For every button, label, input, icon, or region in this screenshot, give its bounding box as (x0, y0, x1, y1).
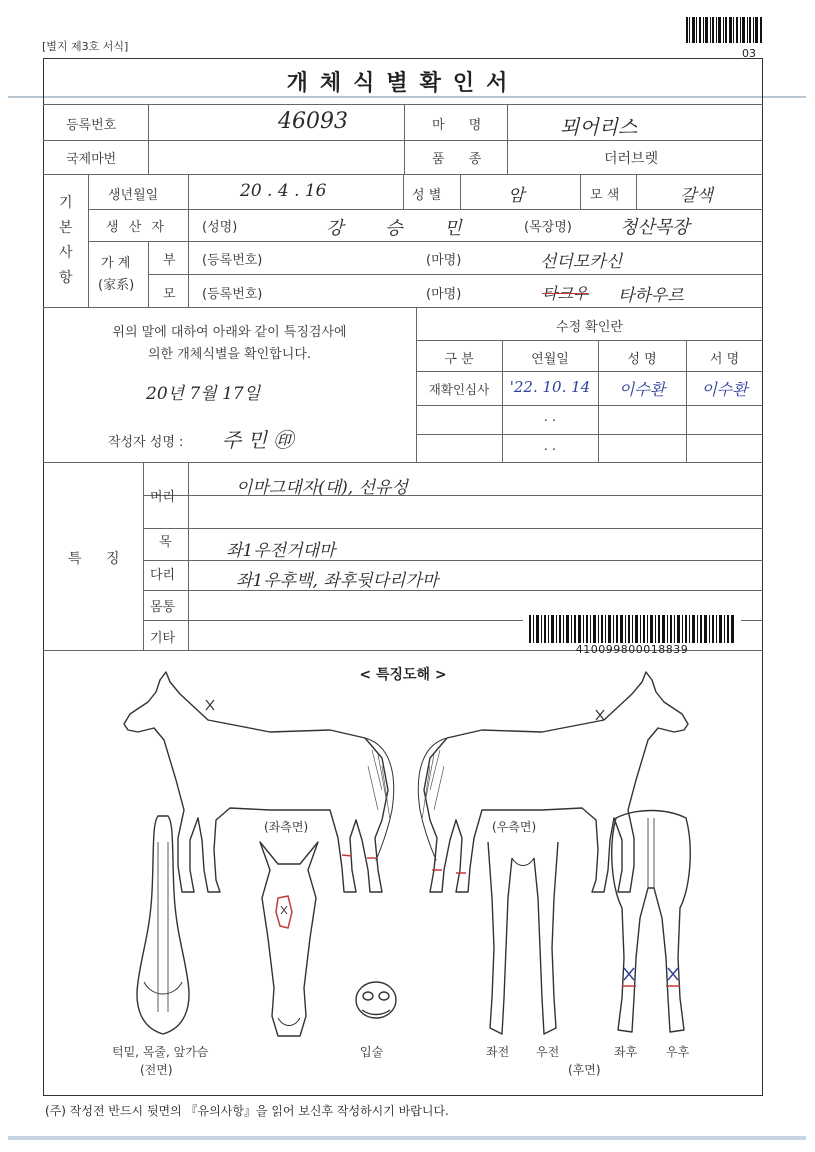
rear-caption: (후면) (568, 1063, 601, 1077)
producer-label: 생 산 자 (106, 220, 167, 235)
head-front-drawing (248, 838, 330, 1042)
dam-name-value: 타하우르 (618, 286, 684, 306)
color-label: 모 색 (590, 188, 620, 203)
rear-view-drawing (606, 808, 696, 1038)
page-number: 03 (742, 47, 756, 60)
amend-header-name: 성 명 (627, 352, 657, 367)
feature-label-legs: 다리 (150, 568, 176, 583)
breed-label: 품 종 (432, 152, 492, 167)
form-code: [별지 제3호 서식] (42, 40, 129, 53)
footer-note: (주) 작성전 반드시 뒷면의 『유의사항』을 읽어 보신후 작성하시기 바랍니다. (45, 1104, 449, 1118)
dam-name-struck: 타크우 (542, 284, 589, 303)
right-side-caption: (우측면) (492, 820, 537, 834)
front-caption-1: 턱밑, 목줄, 앞가슴 (112, 1045, 209, 1059)
sire-name-label: (마명) (426, 253, 462, 268)
color-value: 갈색 (680, 186, 713, 206)
sire-reg-label: (등록번호) (202, 253, 263, 268)
sex-label: 성 별 (412, 188, 442, 203)
feature-label-head: 머리 (150, 490, 176, 505)
amend-row1-date: '22. 10. 14 (509, 378, 591, 396)
producer-name-label: (성명) (202, 220, 238, 235)
dam-name-label: (마명) (426, 287, 462, 302)
front-right-caption: 우전 (536, 1045, 560, 1059)
feature-value-head: 이마그대자(대), 선유성 (236, 478, 408, 498)
feature-barcode (523, 611, 741, 645)
sire-label: 부 (163, 253, 176, 268)
statement-line2: 의한 개체식별을 확인합니다. (147, 347, 312, 362)
scan-line-bottom (8, 1136, 806, 1140)
amend-row3-date: . . (543, 439, 557, 454)
document-title: 개체식별확인서 (286, 70, 520, 96)
feature-label-other: 기타 (150, 631, 176, 646)
features-section-label: 특 징 (68, 551, 130, 567)
birth-value: 20 . 4 . 16 (240, 181, 327, 201)
producer-name-value: 강 승 민 (326, 218, 480, 239)
writer-label: 작성자 성명 : (108, 435, 184, 450)
amend-header-type: 구 분 (444, 352, 474, 367)
reg-no-label: 등록번호 (66, 118, 117, 133)
feature-label-body: 몸통 (150, 600, 176, 615)
pedigree-label: 가 계 (101, 256, 131, 271)
reg-no-value: 46093 (278, 109, 348, 134)
amend-header-date: 연월일 (531, 352, 569, 367)
amendments-title: 수정 확인란 (556, 320, 623, 335)
lip-caption: 입술 (360, 1045, 384, 1059)
farm-label: (목장명) (524, 220, 572, 235)
front-legs-drawing (482, 838, 564, 1042)
dam-label: 모 (163, 287, 176, 302)
feature-barcode-number: 410099800018839 (575, 643, 689, 656)
horse-name-label: 마 명 (432, 118, 492, 133)
horse-name-value: 뫼어리스 (560, 115, 638, 139)
intl-no-label: 국제마번 (66, 152, 117, 167)
amend-header-sign: 서 명 (709, 352, 740, 367)
rear-left-caption: 좌후 (614, 1045, 638, 1059)
feature-value-legs: 좌1우전거대마 (226, 541, 336, 561)
amend-row2-date: . . (543, 410, 557, 425)
statement-line1: 위의 말에 대하여 아래와 같이 특징검사에 (112, 325, 347, 340)
front-neck-drawing (128, 812, 198, 1038)
birth-label: 생년월일 (108, 188, 159, 203)
dam-reg-label: (등록번호) (202, 287, 263, 302)
front-left-caption: 좌전 (486, 1045, 510, 1059)
writer-value: 주 민 ㊞ (222, 428, 294, 452)
sex-value: 암 (508, 186, 525, 206)
feature-label-neck: 목 (159, 535, 172, 550)
diagram-title: < 특징도해 > (359, 667, 447, 683)
rear-right-caption: 우후 (666, 1045, 690, 1059)
feature-value-body: 좌1우후백, 좌후뒷다리가마 (236, 571, 439, 591)
amend-row1-sign: 이수환 (701, 380, 748, 399)
sire-name-value: 선더모카신 (540, 252, 623, 272)
farm-value: 청산목장 (620, 217, 690, 238)
lip-drawing (352, 978, 400, 1024)
front-caption-2: (전면) (140, 1063, 173, 1077)
breed-value: 더러브렛 (604, 151, 659, 167)
amend-row1-type: 재확인심사 (428, 382, 490, 397)
pedigree-hanja: (家系) (98, 278, 135, 293)
confirmation-date: 20년 7월 17일 (146, 384, 261, 404)
amend-row1-name: 이수환 (618, 380, 666, 399)
left-side-caption: (좌측면) (264, 820, 309, 834)
top-barcode (686, 17, 762, 43)
